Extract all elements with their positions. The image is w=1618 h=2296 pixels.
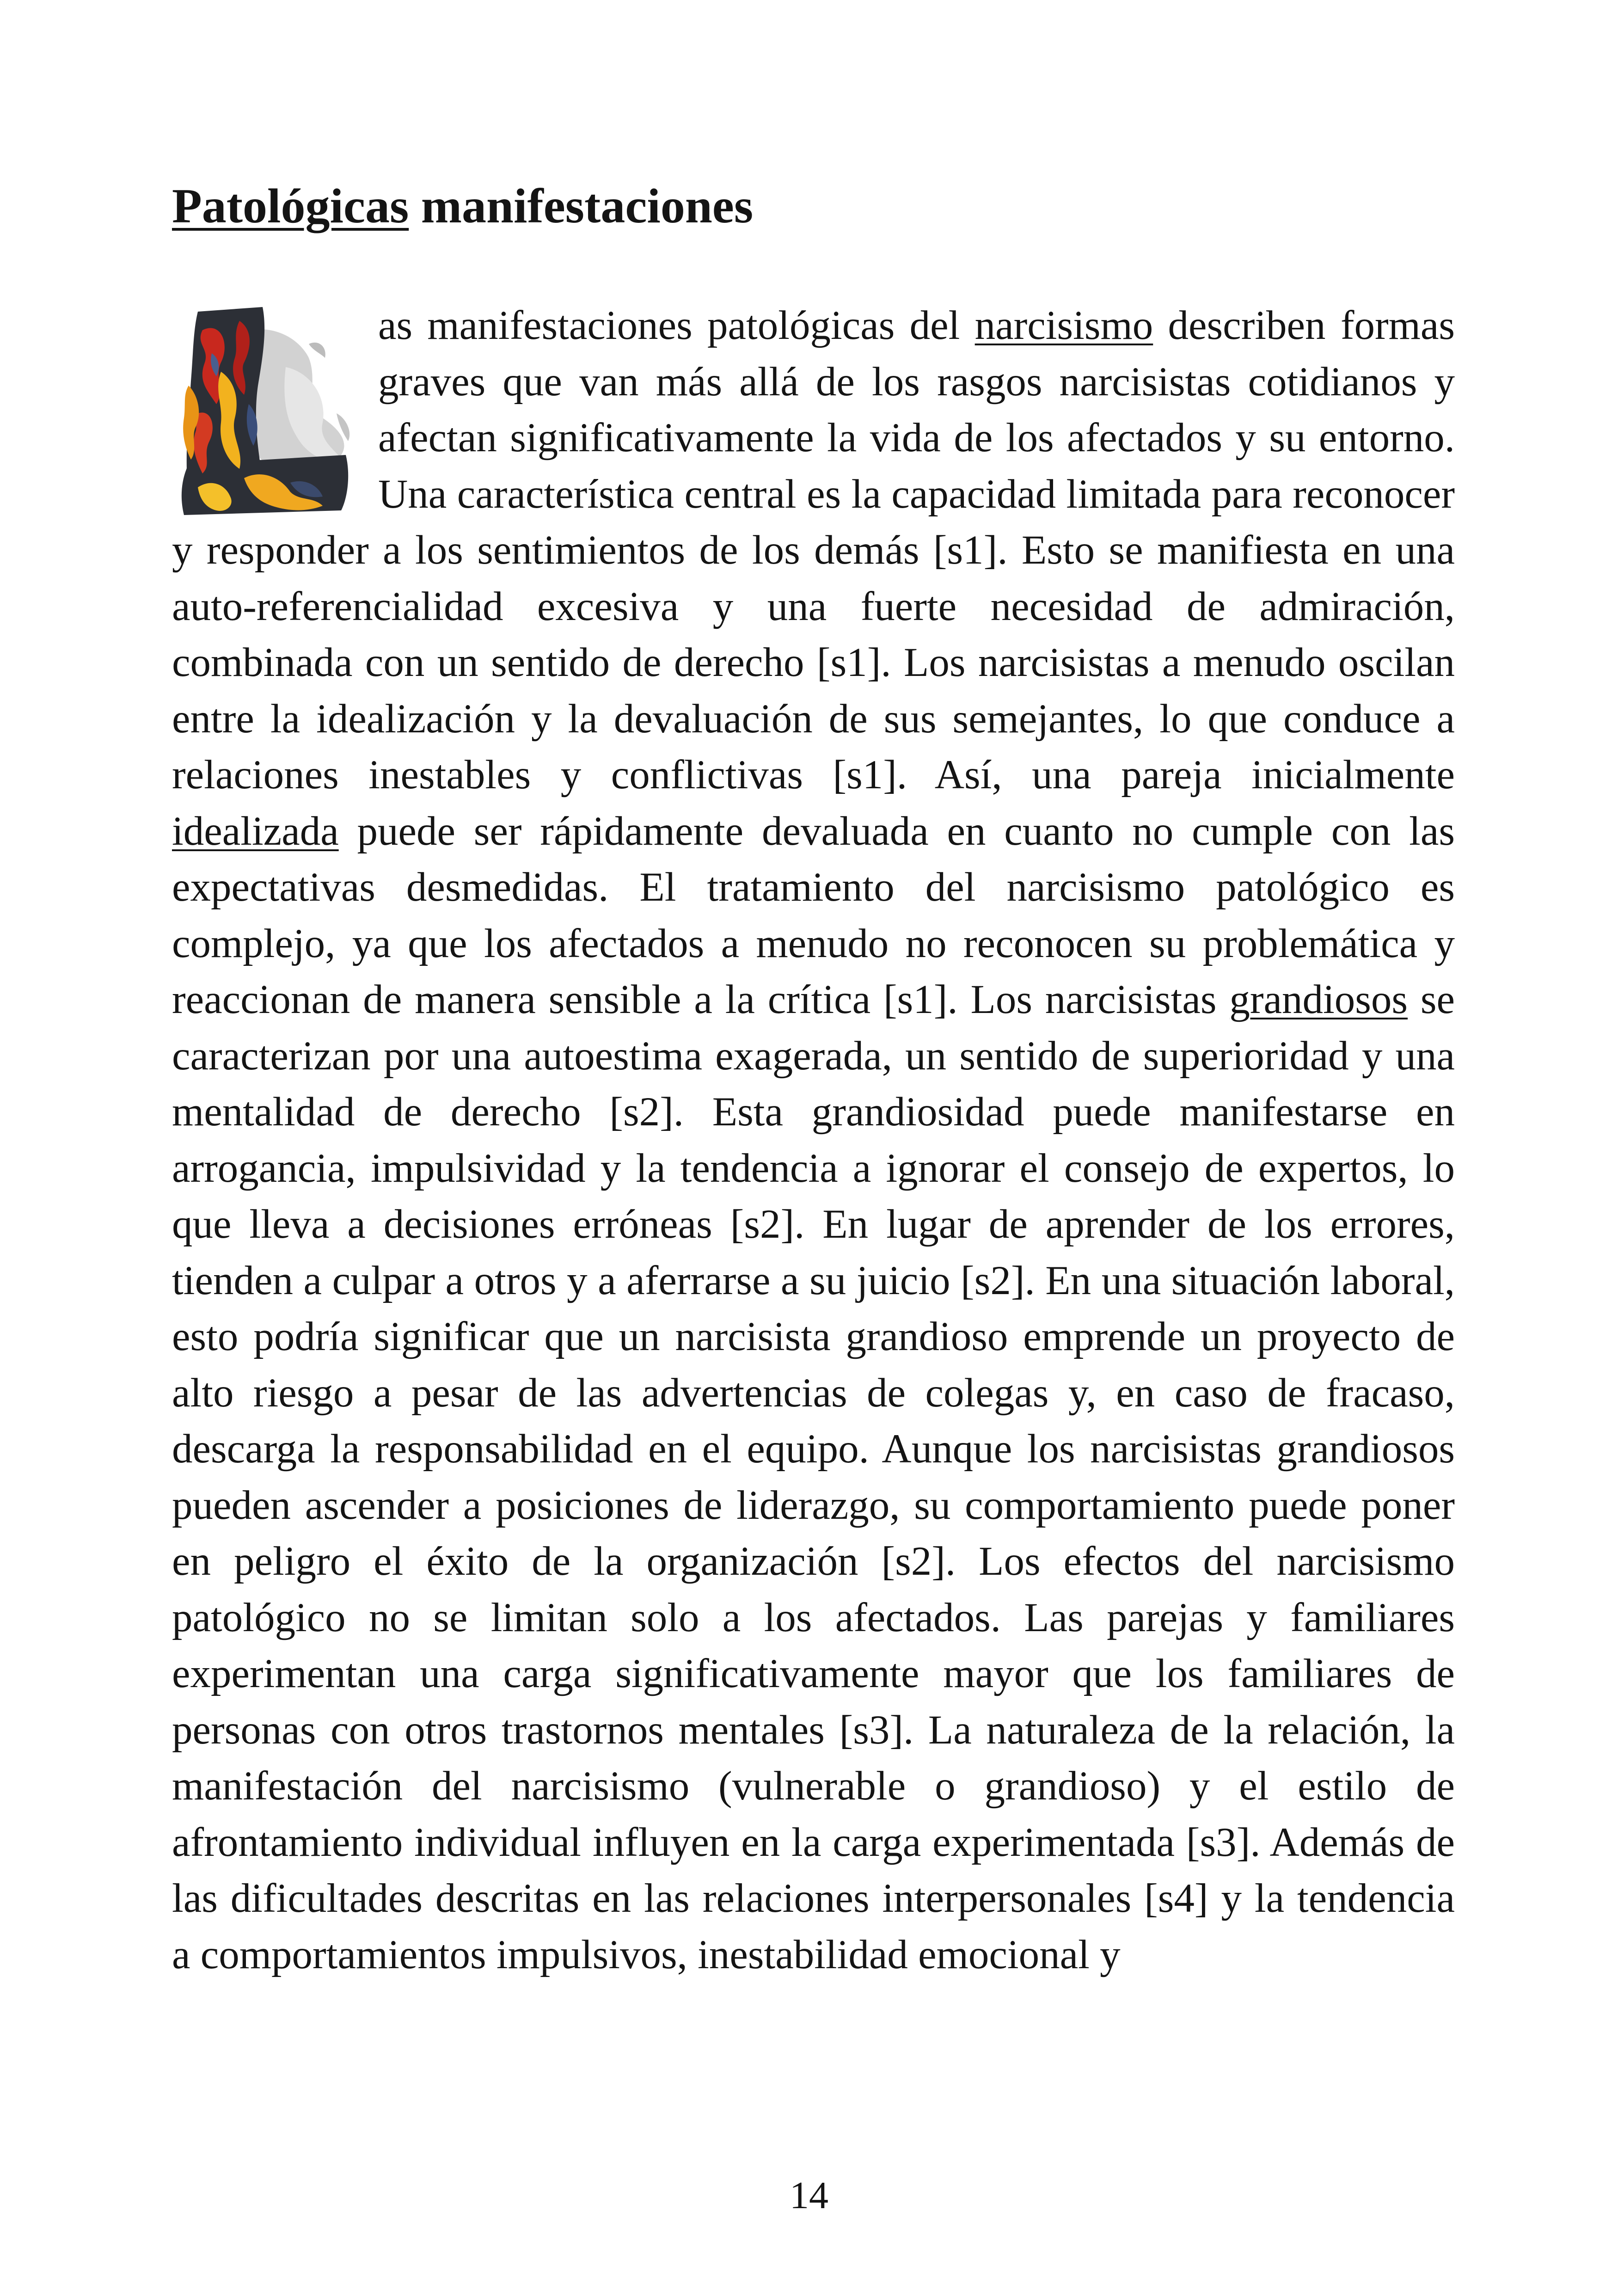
link-idealizada[interactable]: idealizada bbox=[172, 808, 339, 854]
paragraph-text-1: as manifestaciones patológicas del bbox=[378, 303, 975, 348]
title-link-patologicas[interactable]: Patológicas bbox=[172, 179, 409, 233]
title-text: manifestaciones bbox=[409, 179, 754, 233]
section-title bbox=[172, 177, 753, 235]
link-narcisismo[interactable]: narcisismo bbox=[974, 303, 1153, 348]
paragraph-text-2: describen formas graves que van más allá de los rasgos narcisistas cotidianos y afectan significativamente la vida de los afectados y su entorno. Una característica central es la capacidad limitada para reconocer y responder a los sentimientos de los demás [s1]. Esto se manifiesta en una auto-referencialidad excesiva y una fuerte necesidad de admiración, combinada con un sentido de derecho [s1]. Los narcisistas a menudo oscilan entre la idealización y la devaluación de sus semejantes, lo que conduce a relaciones inestables y conflictivas [s1]. Así, una pareja inicialmente bbox=[172, 303, 1455, 798]
body-paragraph bbox=[172, 298, 1455, 1983]
dropcap-l-illustration bbox=[170, 302, 359, 519]
page-number: 14 bbox=[790, 2174, 828, 2217]
link-grandiosos[interactable]: grandiosos bbox=[1229, 977, 1408, 1022]
paragraph-text-3: puede ser rápidamente devaluada en cuanto no cumple con las expectativas desmedidas. El tratamiento del narcisismo patológico es complejo, ya que los afectados a menudo no reconocen su problemática y reaccionan de manera sensible a la crítica [s1]. Los narcisistas bbox=[172, 808, 1455, 1022]
paragraph-text-4: se caracterizan por una autoestima exagerada, un sentido de superioridad y una mentalidad de derecho [s2]. Esta grandiosidad puede manifestarse en arrogancia, impulsividad y la tendencia a ignorar el consejo de expertos, lo que lleva a decisiones erróneas [s2]. En lugar de aprender de los errores, tienden a culpar a otros y a aferrarse a su juicio [s2]. En una situación laboral, esto podría significar que un narcisista grandioso emprende un proyecto de alto riesgo a pesar de las advertencias de colegas y, en caso de fracaso, descarga la responsabilidad en el equipo. Aunque los narcisistas grandiosos pueden ascender a posiciones de liderazgo, su comportamiento puede poner en peligro el éxito de la organización [s2]. Los efectos del narcisismo patológico no se limitan solo a los afectados. Las parejas y familiares experimentan una carga significativamente mayor que los familiares de personas con otros trastornos mentales [s3]. La naturaleza de la relación, la manifestación del narcisismo (vulnerable o grandioso) y el estilo de afrontamiento individual influyen en la carga experimentada [s3]. Además de las dificultades descritas en las relaciones interpersonales [s4] y la tendencia a comportamientos impulsivos, inestabilidad emocional y bbox=[172, 977, 1455, 1977]
